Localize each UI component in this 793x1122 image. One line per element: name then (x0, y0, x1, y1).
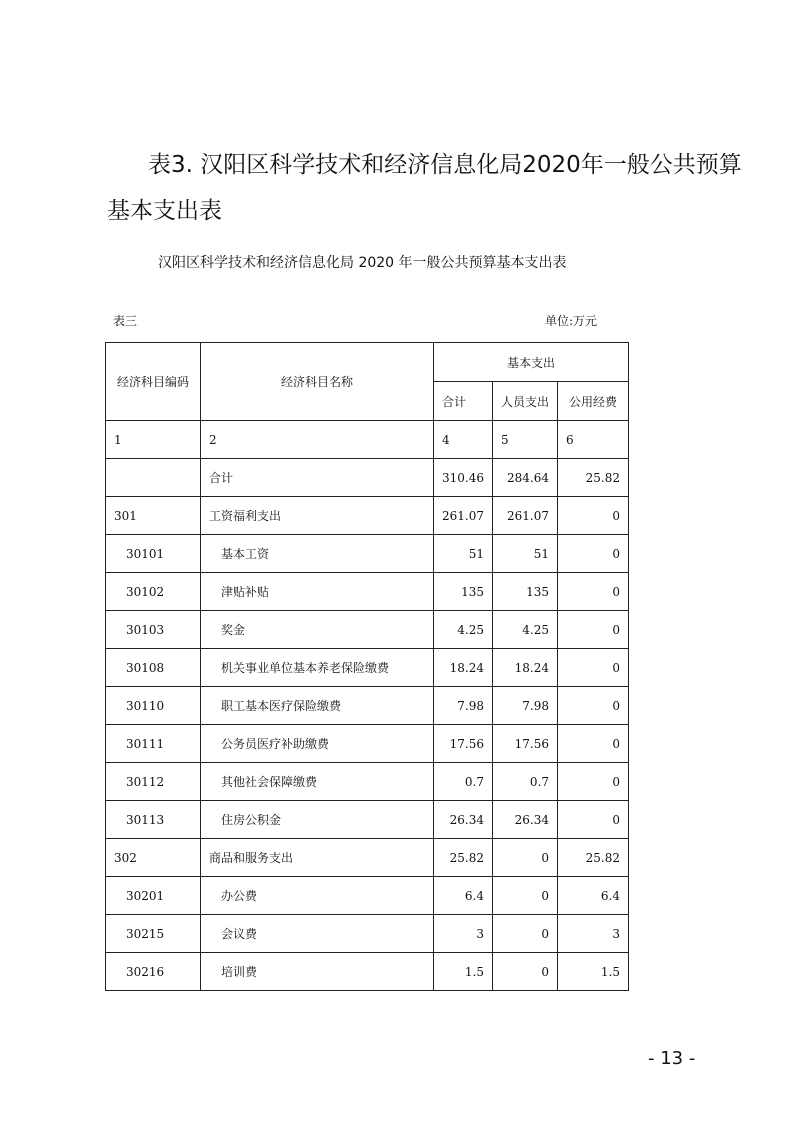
row-total: 4.25 (434, 611, 493, 649)
row-name: 商品和服务支出 (201, 839, 434, 877)
index-cell: 5 (493, 421, 558, 459)
row-name: 培训费 (201, 953, 434, 991)
row-total: 3 (434, 915, 493, 953)
row-total: 135 (434, 573, 493, 611)
row-personnel: 135 (493, 573, 558, 611)
table-row (106, 801, 629, 839)
header-basic: 基本支出 (434, 343, 629, 382)
row-total: 1.5 (434, 953, 493, 991)
row-personnel: 0 (493, 915, 558, 953)
row-name: 合计 (201, 459, 434, 497)
header-personnel: 人员支出 (493, 382, 558, 421)
header-total: 合计 (434, 382, 493, 421)
index-cell: 4 (434, 421, 493, 459)
table-row (106, 763, 629, 801)
row-public: 25.82 (558, 839, 629, 877)
row-public: 1.5 (558, 953, 629, 991)
row-public: 3 (558, 915, 629, 953)
row-personnel: 0 (493, 839, 558, 877)
index-cell: 1 (106, 421, 201, 459)
header-public: 公用经费 (558, 382, 629, 421)
table-row (106, 877, 629, 915)
table-row (106, 649, 629, 687)
heading-line-1: 表3. 汉阳区科学技术和经济信息化局2020年一般公共预算 (148, 152, 742, 178)
row-name: 基本工资 (201, 535, 434, 573)
index-cell: 2 (201, 421, 434, 459)
row-personnel: 18.24 (493, 649, 558, 687)
index-cell: 6 (558, 421, 629, 459)
heading-line-2: 基本支出表 (107, 198, 222, 224)
row-public: 0 (558, 611, 629, 649)
row-public: 0 (558, 801, 629, 839)
row-name: 机关事业单位基本养老保险缴费 (201, 649, 434, 687)
row-personnel: 0 (493, 877, 558, 915)
row-name: 公务员医疗补助缴费 (201, 725, 434, 763)
row-personnel: 26.34 (493, 801, 558, 839)
row-code: 30101 (106, 535, 201, 573)
row-public: 0 (558, 725, 629, 763)
row-name: 奖金 (201, 611, 434, 649)
index-row (106, 421, 629, 459)
row-total: 7.98 (434, 687, 493, 725)
row-personnel: 0.7 (493, 763, 558, 801)
row-name: 其他社会保障缴费 (201, 763, 434, 801)
row-personnel: 0 (493, 953, 558, 991)
row-name: 职工基本医疗保险缴费 (201, 687, 434, 725)
budget-table (105, 342, 629, 991)
unit-label: 单位:万元 (545, 314, 598, 328)
table-row (106, 459, 629, 497)
row-total: 261.07 (434, 497, 493, 535)
row-public: 0 (558, 535, 629, 573)
table-row (106, 497, 629, 535)
row-total: 26.34 (434, 801, 493, 839)
table-row (106, 687, 629, 725)
table-row (106, 725, 629, 763)
table-row (106, 611, 629, 649)
row-public: 6.4 (558, 877, 629, 915)
page-number: - 13 - (648, 1048, 696, 1069)
row-total: 51 (434, 535, 493, 573)
row-public: 0 (558, 763, 629, 801)
row-name: 办公费 (201, 877, 434, 915)
row-name: 住房公积金 (201, 801, 434, 839)
row-public: 0 (558, 687, 629, 725)
row-code: 30113 (106, 801, 201, 839)
row-code: 30103 (106, 611, 201, 649)
row-code: 30112 (106, 763, 201, 801)
row-personnel: 261.07 (493, 497, 558, 535)
row-name: 工资福利支出 (201, 497, 434, 535)
row-total: 17.56 (434, 725, 493, 763)
row-name: 会议费 (201, 915, 434, 953)
row-code: 30111 (106, 725, 201, 763)
row-code: 30102 (106, 573, 201, 611)
table-row (106, 573, 629, 611)
row-personnel: 7.98 (493, 687, 558, 725)
row-code: 301 (106, 497, 201, 535)
row-total: 18.24 (434, 649, 493, 687)
row-total: 6.4 (434, 877, 493, 915)
table-row (106, 839, 629, 877)
row-public: 25.82 (558, 459, 629, 497)
table-row (106, 535, 629, 573)
row-total: 310.46 (434, 459, 493, 497)
row-code: 30110 (106, 687, 201, 725)
row-public: 0 (558, 573, 629, 611)
table-subtitle: 汉阳区科学技术和经济信息化局 2020 年一般公共预算基本支出表 (158, 255, 567, 271)
row-total: 0.7 (434, 763, 493, 801)
row-code: 30216 (106, 953, 201, 991)
row-personnel: 284.64 (493, 459, 558, 497)
row-total: 25.82 (434, 839, 493, 877)
table-label: 表三 (113, 314, 138, 328)
row-name: 津贴补贴 (201, 573, 434, 611)
row-code: 30201 (106, 877, 201, 915)
row-code: 30108 (106, 649, 201, 687)
row-personnel: 4.25 (493, 611, 558, 649)
row-personnel: 17.56 (493, 725, 558, 763)
header-name: 经济科目名称 (201, 343, 434, 421)
row-personnel: 51 (493, 535, 558, 573)
header-row-1 (106, 343, 629, 382)
row-code (106, 459, 201, 497)
row-code: 302 (106, 839, 201, 877)
header-code: 经济科目编码 (106, 343, 201, 421)
table-row (106, 953, 629, 991)
row-code: 30215 (106, 915, 201, 953)
row-public: 0 (558, 497, 629, 535)
row-public: 0 (558, 649, 629, 687)
table-row (106, 915, 629, 953)
